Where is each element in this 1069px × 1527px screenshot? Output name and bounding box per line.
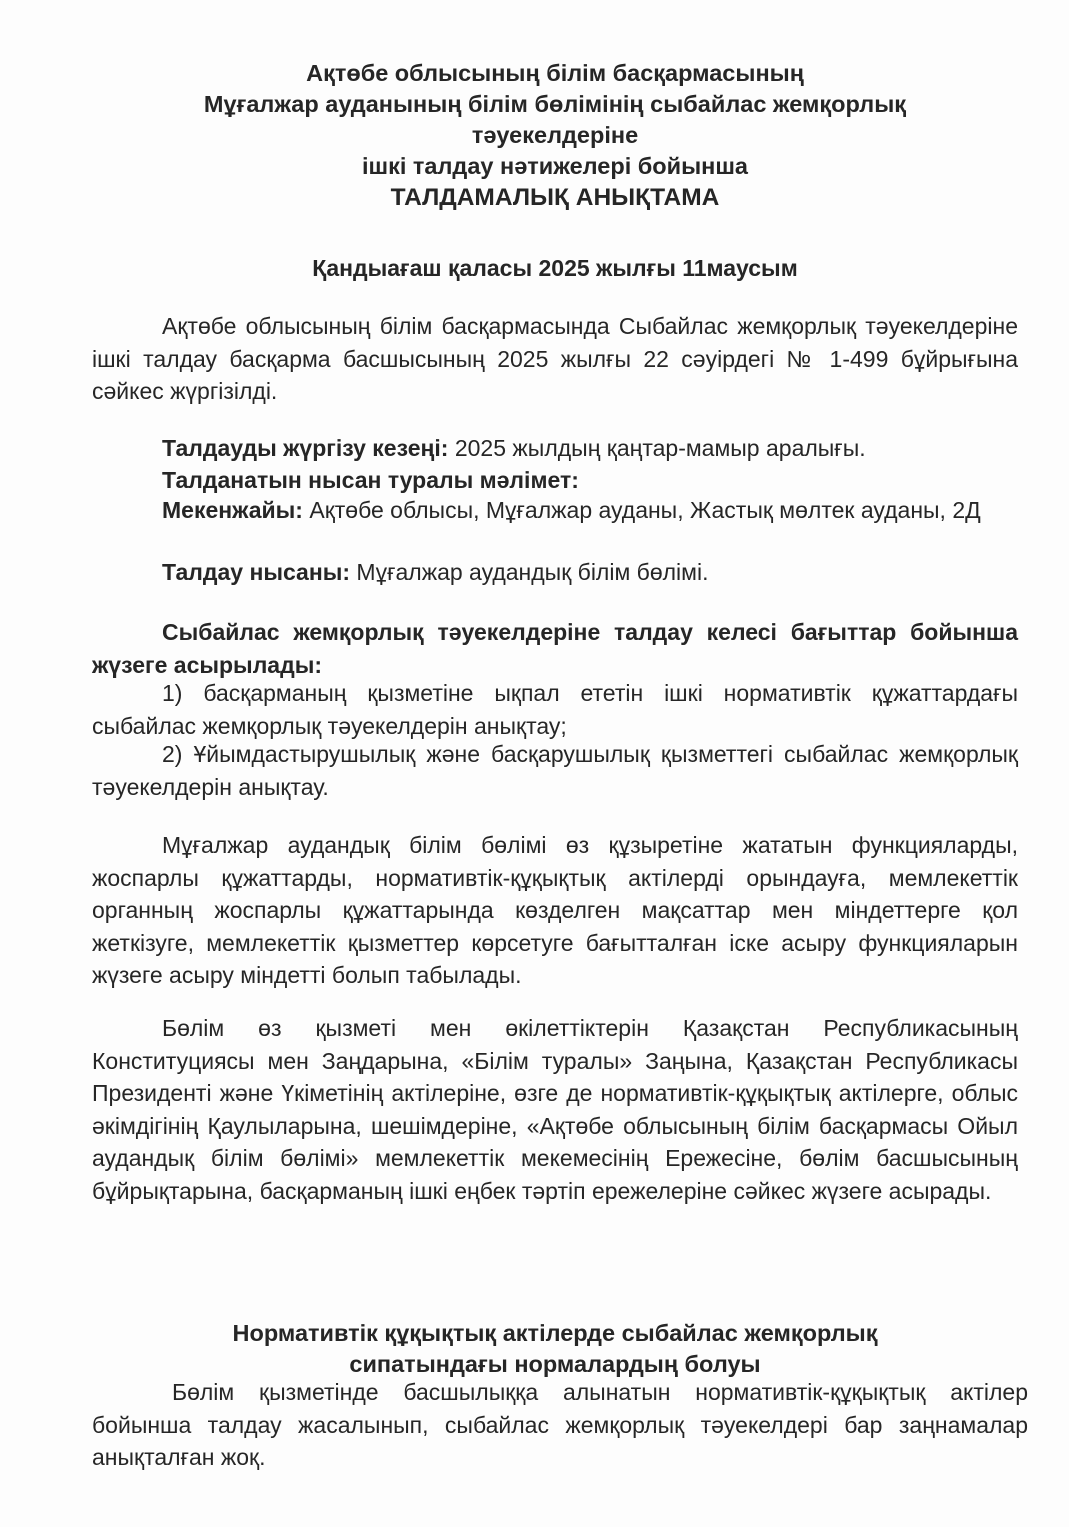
object-info-field bbox=[92, 464, 1018, 497]
section-heading-line-2: сипатындағы нормалардың болуы bbox=[349, 1351, 761, 1377]
header-line-1: Ақтөбе облысының білім басқармасының bbox=[306, 60, 804, 86]
analysis-object-label: Талдау нысаны: bbox=[162, 559, 351, 585]
section-paragraph: Бөлім қызметінде басшылыққа алынатын нормативтік-құқықтық актілер бойынша талдау жасалынып, сыбайлас жемқорлық тәуекелдері бар заңнамалар анықталған жоқ. bbox=[92, 1379, 1028, 1470]
object-info-label: Талданатын нысан туралы мәлімет: bbox=[162, 467, 579, 493]
document-title: ТАЛДАМАЛЫҚ АНЫҚТАМА bbox=[390, 184, 720, 211]
analysis-object-value: Мұғалжар аудандық білім бөлімі. bbox=[350, 559, 709, 585]
direction-item-1: 1) басқарманың қызметіне ықпал ететін ішкі нормативтік құжаттардағы сыбайлас жемқорлық тәуекелдерін анықтау; bbox=[92, 680, 1018, 739]
intro-paragraph: Ақтөбе облысының білім басқармасында Сыбайлас жемқорлық тәуекелдеріне ішкі талдау басқарма басшысының 2025 жылғы 22 сәуірдегі № 1-499 бұйрығына сәйкес жүргізілді. bbox=[92, 313, 1018, 404]
address-field bbox=[92, 494, 1018, 527]
directions-heading: Сыбайлас жемқорлық тәуекелдеріне талдау келесі бағыттар бойынша жүзеге асырылады: bbox=[92, 619, 1018, 678]
header-line-4: ішкі талдау нәтижелері бойынша bbox=[361, 153, 748, 179]
header-line-2: Мұғалжар ауданының білім бөлімінің сыбайлас жемқорлық bbox=[203, 91, 907, 117]
period-value: 2025 жылдың қаңтар-мамыр аралығы. bbox=[448, 435, 866, 461]
section-heading-line-1: Нормативтік құқықтық актілерде сыбайлас жемқорлық bbox=[232, 1320, 878, 1346]
place-date-line: Қандыағаш қаласы 2025 жылғы 11маусым bbox=[312, 255, 798, 281]
analysis-object-field bbox=[92, 556, 1018, 589]
period-label: Талдауды жүргізу кезеңі: bbox=[162, 435, 449, 461]
body-paragraph-2: Бөлім өз қызметі мен өкілеттіктерін Қазақстан Республикасының Конституциясы мен Заңдарына, «Білім туралы» Заңына, Қазақстан Республикасы Президенті және Үкіметінің актілеріне, өзге де нормативтік-құқықтық актілерге, облыс әкімдігінің Қаулыларына, шешімдеріне, «Ақтөбе облысының білім басқармасы Ойыл аудандық білім бөлімі» мемлекеттік мекемесінің Ережесіне, бөлім басшысының бұйрықтарына, басқарманың ішкі еңбек тәртіп ережелеріне сәйкес жүзеге асырады. bbox=[92, 1015, 1018, 1204]
header-line-3: тәуекелдеріне bbox=[471, 122, 639, 148]
direction-item-2: 2) Ұйымдастырушылық және басқарушылық қызметтегі сыбайлас жемқорлық тәуекелдерін анықтау. bbox=[92, 741, 1018, 800]
address-label: Мекенжайы: bbox=[162, 497, 303, 523]
period-field bbox=[92, 432, 1018, 465]
document-header bbox=[90, 58, 1020, 213]
section-heading bbox=[90, 1318, 1020, 1380]
address-value: Ақтөбе облысы, Мұғалжар ауданы, Жастық мөлтек ауданы, 2Д bbox=[302, 497, 981, 523]
body-paragraph-1: Мұғалжар аудандық білім бөлімі өз құзыретіне жататын функцияларды, жоспарлы құжаттарды, нормативтік-құқықтық актілерді орындауға, мемлекеттік органның жоспарлы құжаттарында көзделген мақсаттар мен міндеттерге қол жеткізуге, мемлекеттік қызметтер көрсетуге бағытталған іске асыру функцияларын жүзеге асыру міндетті болып табылады. bbox=[92, 832, 1018, 988]
